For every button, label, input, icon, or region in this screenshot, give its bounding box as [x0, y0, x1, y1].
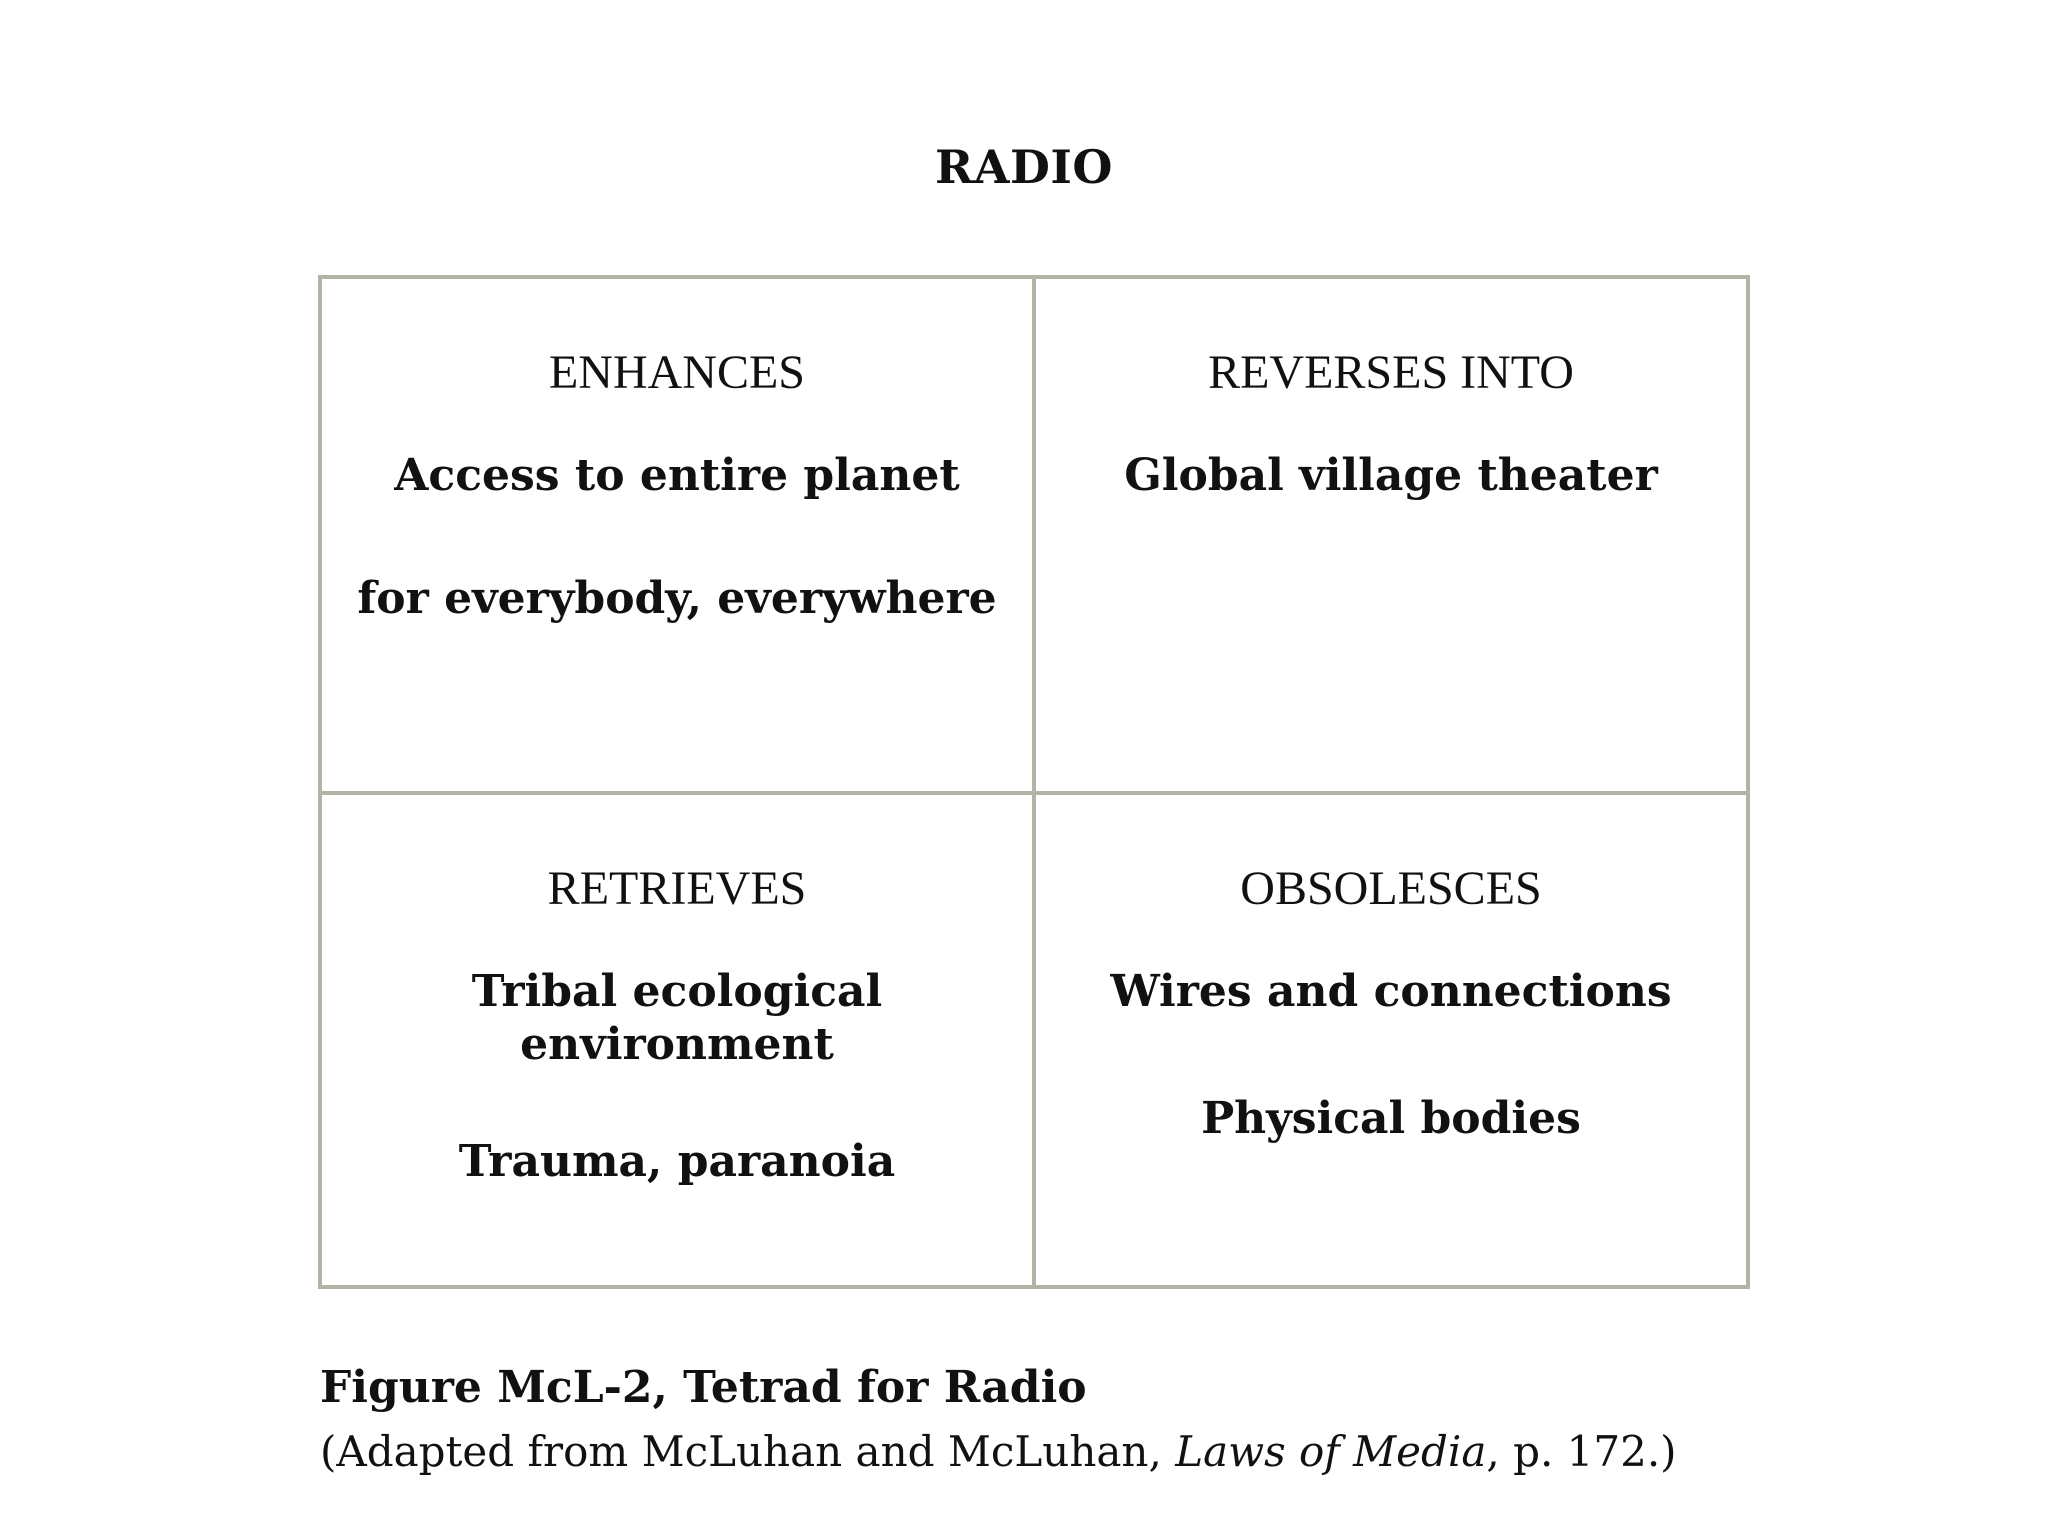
cell-label-reverses-into: REVERSES INTO [1208, 346, 1574, 399]
source-book-title: Laws of Media [1175, 1427, 1487, 1476]
cell-obsolesces [1036, 795, 1746, 1285]
diagram-title: RADIO [935, 140, 1113, 194]
cell-reverses-into [1036, 279, 1746, 791]
cell-item: Trauma, paranoia [458, 1135, 896, 1187]
cell-label-retrieves: RETRIEVES [547, 862, 807, 915]
cell-item: Wires and connections [1110, 966, 1672, 1018]
figure-title: Figure McL-2, Tetrad for Radio [320, 1362, 1087, 1413]
cell-enhances [322, 279, 1032, 791]
cell-label-obsolesces: OBSOLESCES [1240, 862, 1542, 915]
cell-item: Access to entire planet [394, 450, 960, 502]
cell-item: for everybody, everywhere [357, 572, 997, 624]
source-suffix: , p. 172.) [1486, 1427, 1677, 1476]
figure-caption [320, 1362, 1820, 1476]
cell-item: Global village theater [1124, 450, 1658, 502]
cell-item: Physical bodies [1201, 1092, 1581, 1144]
cell-retrieves [322, 795, 1032, 1285]
cell-label-enhances: ENHANCES [548, 346, 805, 399]
cell-item: Tribal ecological environment [471, 966, 883, 1070]
tetrad-grid [318, 275, 1750, 1289]
figure-source [320, 1427, 1820, 1476]
source-prefix: (Adapted from McLuhan and McLuhan, [320, 1427, 1176, 1476]
